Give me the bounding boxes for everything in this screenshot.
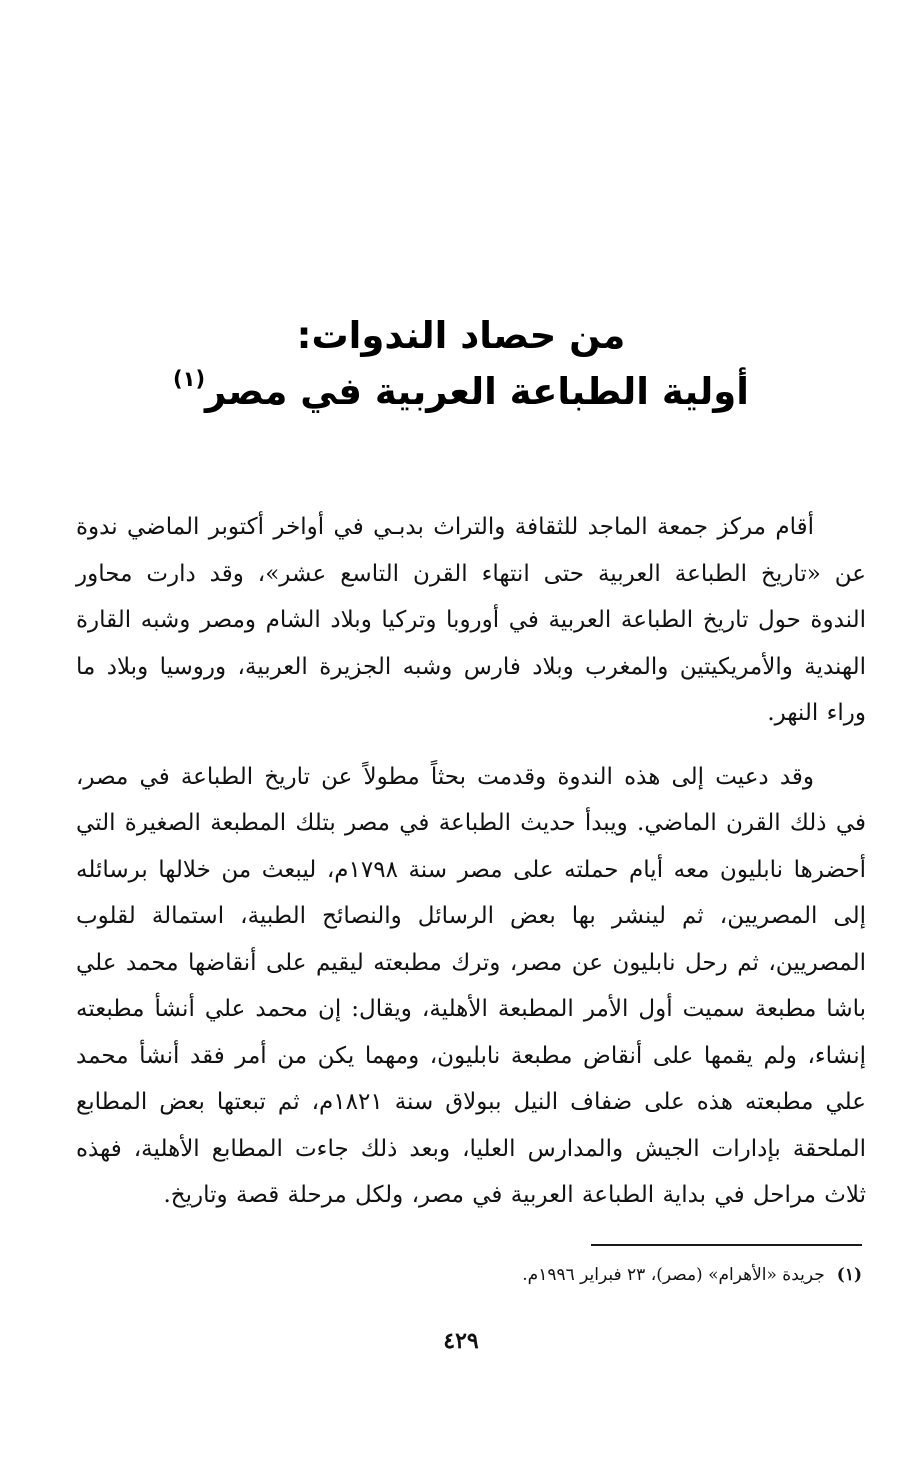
heading-line-1: من حصاد الندوات: (296, 314, 626, 357)
article-body (76, 504, 866, 1219)
footnote (302, 1262, 862, 1288)
footnote-text: جريدة «الأهرام» (مصر)، ٢٣ فبراير ١٩٩٦م. (522, 1265, 825, 1285)
paragraph-2: وقد دعيت إلى هذه الندوة وقدمت بحثاً مطولاً عن تاريخ الطباعة في مصر، في ذلك القرن الماضي. ويبدأ حديث الطباعة في مصر بتلك المطبعة الصغيرة التي أحضرها نابليون معه أيام حملته على مصر سنة ١٧٩٨م، ليبعث من خلالها برسائله إلى المصريين، ثم لينشر بها بعض الرسائل والنصائح الطبية، استمالة لقلوب المصريين، ثم رحل نابليون عن مصر، وترك مطبعته ليقيم على أنقاضها محمد علي باشا مطبعة سميت أول الأمر المطبعة الأهلية، ويقال: إن محمد علي أنشأ مطبعته إنشاء، ولم يقمها على أنقاض مطبعة نابليون، ومهما يكن من أمر فقد أنشأ محمد علي مطبعته هذه على ضفاف النيل ببولاق سنة ١٨٢١م، ثم تبعتها بعض المطابع الملحقة بإدارات الجيش والمدارس العليا، وبعد ذلك جاءت المطابع الأهلية، فهذه ثلاث مراحل في بداية الطباعة العربية في مصر، ولكل مرحلة قصة وتاريخ. (76, 763, 866, 1208)
page-number: ٤٢٩ (443, 1328, 479, 1354)
footnote-divider (591, 1244, 862, 1246)
article-heading (150, 308, 772, 420)
footnote-reference[interactable]: (١) (173, 367, 206, 391)
heading-title: أولية الطباعة العربية في مصر (205, 370, 749, 413)
footnote-mark: (١) (836, 1265, 862, 1285)
heading-line-2 (150, 364, 772, 420)
paragraph-1: أقام مركز جمعة الماجد للثقافة والتراث بدبـي في أواخر أكتوبر الماضي ندوة عن «تاريخ الطباعة العربية حتى انتهاء القرن التاسع عشر»، وقد دارت محاور الندوة حول تاريخ الطباعة العربية في أوروبا وتركيا وبلاد الشام ومصر وشبه القارة الهندية والأمريكيتين والمغرب وبلاد فارس وشبه الجزيرة العربية، وروسيا وبلاد ما وراء النهر. (76, 514, 866, 726)
